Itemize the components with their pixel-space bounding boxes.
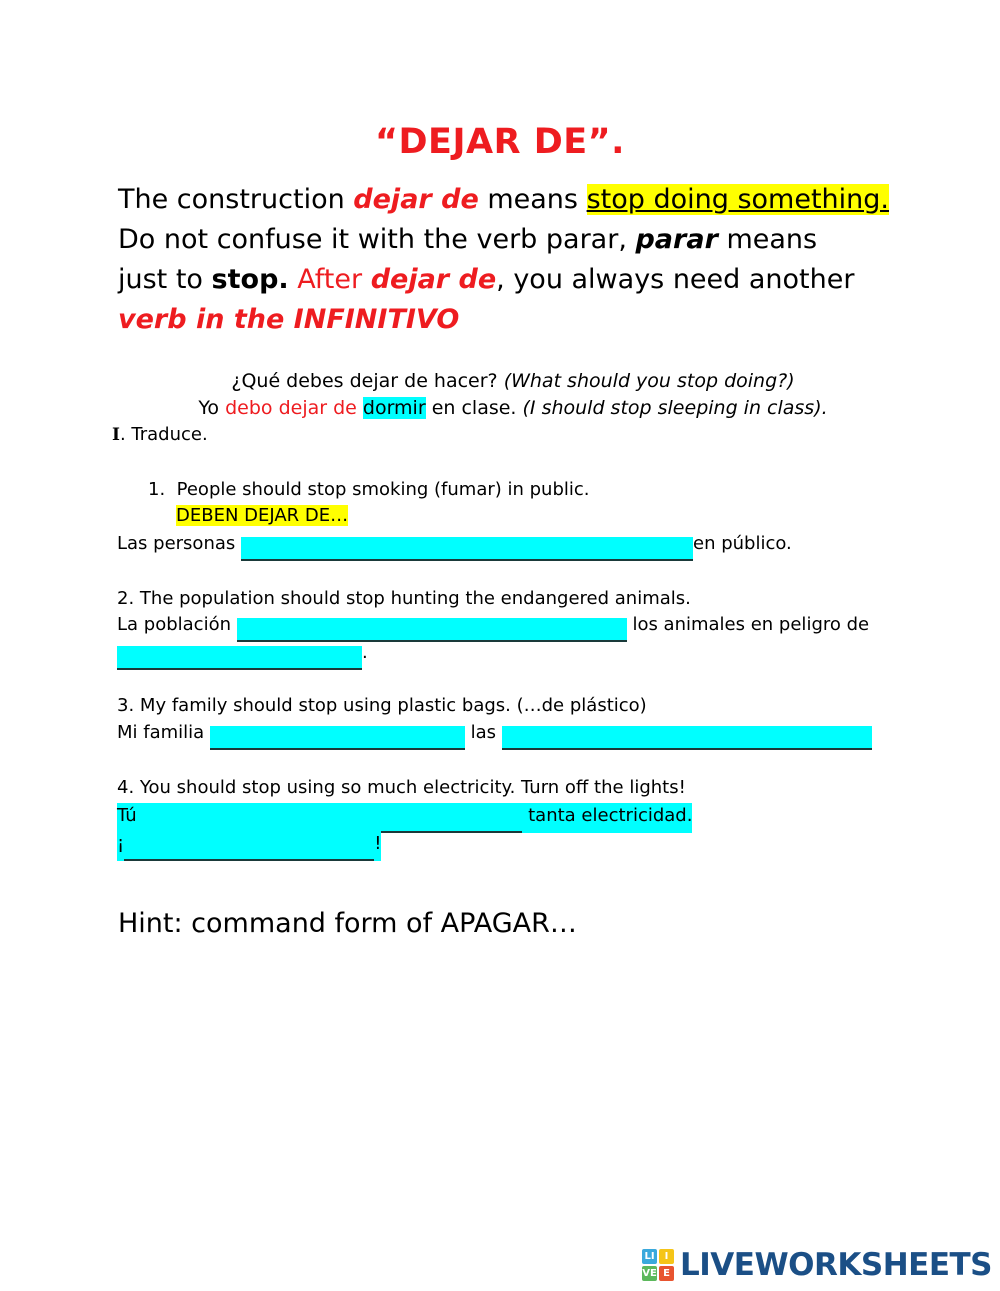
item-2-answer-row-1 xyxy=(117,612,869,642)
item-2-blank-2[interactable] xyxy=(117,646,362,670)
example-question xyxy=(118,368,908,395)
example-answer-highlight: dormir xyxy=(362,397,426,419)
item-2-english-text: The population should stop hunting the endangered animals. xyxy=(139,588,691,609)
item-2-number: 2. xyxy=(117,588,135,609)
item-4-spanish-pre-2: ¡ xyxy=(117,833,125,854)
item-3-blank-2[interactable] xyxy=(502,726,872,750)
item-3-spanish-pre: Mi familia xyxy=(117,722,210,743)
hint-text: Hint: command form of APAGAR… xyxy=(118,908,577,939)
intro-text-2a: Do not confuse it with the verb parar, xyxy=(118,224,636,255)
item-3-answer-row xyxy=(117,720,872,750)
page-title: “DEJAR DE”. xyxy=(375,122,625,162)
item-2-spanish-mid: los animales en peligro de xyxy=(626,614,870,635)
logo-tile-ve: VE xyxy=(642,1266,657,1281)
item-2-answer-row-2 xyxy=(117,640,368,670)
item-4-blank-2[interactable] xyxy=(124,837,374,861)
item-3-english xyxy=(117,693,647,719)
item-1-hint-highlight: DEBEN DEJAR DE… xyxy=(176,505,349,526)
section-label-text: . Traduce. xyxy=(119,424,208,445)
item-4-spanish-pre: Tú xyxy=(117,805,143,826)
intro-text-3e: , you always need another xyxy=(496,264,855,295)
item-2-spanish-pre: La población xyxy=(117,614,237,635)
item-4-answer-row-2 xyxy=(117,831,381,861)
item-1-spanish-mid: en público. xyxy=(693,533,792,554)
item-4-spanish-post: ! xyxy=(374,833,382,854)
example-answer-pre: Yo xyxy=(198,397,226,419)
intro-term-dejar-de-2: dejar de xyxy=(370,264,497,295)
intro-paragraph xyxy=(118,180,908,340)
intro-text-1c: means xyxy=(478,184,587,215)
item-1-english-text: People should stop smoking (fumar) in public. xyxy=(176,479,590,500)
intro-term-parar: parar xyxy=(635,224,718,255)
item-4-blank-1[interactable] xyxy=(142,809,522,833)
example-question-es: ¿Qué debes dejar de hacer? xyxy=(231,370,504,392)
example-answer-post: en clase. xyxy=(425,397,523,419)
intro-term-stop: stop. xyxy=(211,264,289,295)
item-1-spanish-pre: Las personas xyxy=(117,533,241,554)
logo-tile-i: I xyxy=(659,1249,674,1264)
logo-tile-li: LI xyxy=(642,1249,657,1264)
item-2-english xyxy=(117,586,691,612)
intro-line-2 xyxy=(118,220,908,260)
item-4-answer-row-1 xyxy=(117,803,692,833)
intro-line-3 xyxy=(118,260,908,300)
item-4-english xyxy=(117,775,686,801)
item-4-number: 4. xyxy=(117,777,135,798)
example-answer-red: debo dejar de xyxy=(225,397,363,419)
section-numeral: I xyxy=(112,425,120,445)
item-3-spanish-mid: las xyxy=(464,722,502,743)
item-4-spanish-mid: tanta electricidad. xyxy=(522,805,693,826)
intro-highlight-meaning: stop doing something. xyxy=(586,184,889,215)
item-1-blank-1[interactable] xyxy=(241,537,693,561)
item-1-hint xyxy=(176,503,348,529)
intro-text-1a: The construction xyxy=(118,184,354,215)
section-label xyxy=(112,424,208,445)
item-1-english xyxy=(148,477,590,503)
logo-wordmark: LIVEWORKSHEETS xyxy=(680,1247,992,1283)
item-3-blank-1[interactable] xyxy=(210,726,465,750)
example-question-en: (What should you stop doing?) xyxy=(503,370,795,392)
example-block xyxy=(118,368,908,422)
item-1-answer-row xyxy=(117,531,792,561)
logo-tiles-icon xyxy=(642,1249,674,1281)
example-answer xyxy=(118,395,908,422)
item-1-number: 1. xyxy=(148,479,166,500)
item-2-blank-1[interactable] xyxy=(237,618,627,642)
intro-text-3c: After xyxy=(288,264,371,295)
intro-text-2c: means xyxy=(717,224,818,255)
intro-text-3a: just to xyxy=(118,264,212,295)
intro-line-1 xyxy=(118,180,908,220)
intro-line-4: verb in the INFINITIVO xyxy=(118,304,460,335)
item-4-english-text: You should stop using so much electricity. Turn off the lights! xyxy=(139,777,686,798)
item-2-spanish-post: . xyxy=(362,642,368,663)
intro-term-dejar-de: dejar de xyxy=(353,184,479,215)
example-answer-en: (I should stop sleeping in class). xyxy=(522,397,828,419)
item-3-number: 3. xyxy=(117,695,135,716)
item-3-english-text: My family should stop using plastic bags. (…de plástico) xyxy=(139,695,647,716)
liveworksheets-logo xyxy=(642,1247,992,1283)
logo-tile-e: E xyxy=(659,1266,674,1281)
